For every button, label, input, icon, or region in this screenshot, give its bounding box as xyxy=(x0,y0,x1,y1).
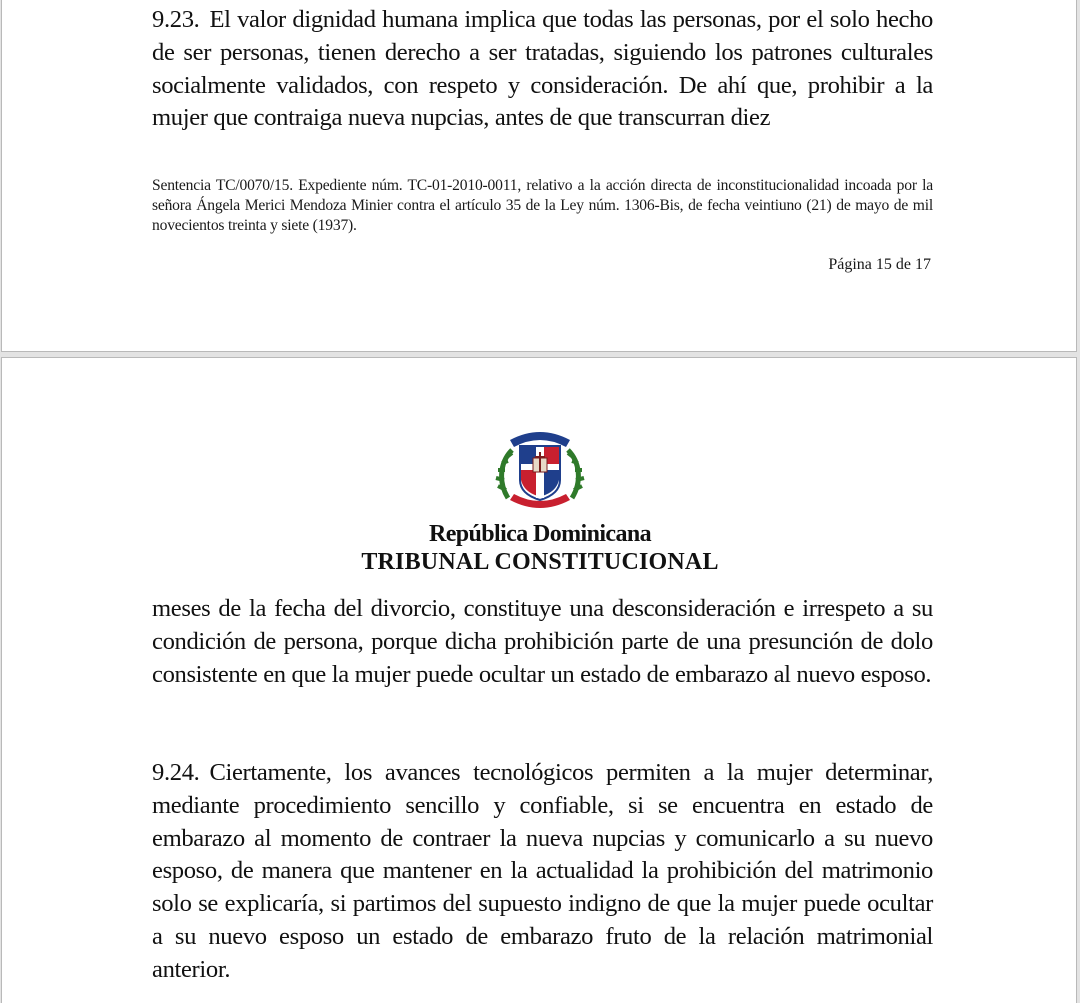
paragraph-number: 9.24. xyxy=(152,759,200,786)
paragraph-9-23 xyxy=(152,4,933,135)
coat-of-arms-icon xyxy=(490,420,590,520)
document-page-16 xyxy=(1,357,1077,1003)
document-page-15 xyxy=(1,0,1077,352)
paragraph-9-24 xyxy=(152,757,933,987)
paragraph-text: El valor dignidad humana implica que todas las personas, por el solo hecho de ser personas, tienen derecho a ser tratadas, siguiendo los patrones culturales socialmente validados, con respeto y consideración. De ahí que, prohibir a la mujer que contraiga nueva nupcias, antes de que transcurran diez xyxy=(152,6,933,132)
case-footer: Sentencia TC/0070/15. Expediente núm. TC-01-2010-0011, relativo a la acción directa de inconstitucionalidad incoada por la señora Ángela Merici Mendoza Minier contra el artículo 35 de la Ley núm. 1306-Bis, de fecha veintiuno (21) de mayo de mil novecientos treinta y siete (1937). xyxy=(152,177,933,234)
page-number: Página 15 de 17 xyxy=(828,256,931,273)
court-name: TRIBUNAL CONSTITUCIONAL xyxy=(361,549,719,575)
paragraph-continued: meses de la fecha del divorcio, constituye una desconsideración e irrespeto a su condición de persona, porque dicha prohibición parte de una presunción de dolo consistente en que la mujer puede ocultar un estado de embarazo al nuevo esposo. xyxy=(152,595,933,688)
paragraph-text: Ciertamente, los avances tecnológicos permiten a la mujer determinar, mediante procedimiento sencillo y confiable, si se encuentra en estado de embarazo al momento de contraer la nueva nupcias y comunicarlo a su nuevo esposo, de manera que mantener en la actualidad la prohibición del matrimonio solo se explicaría, si partimos del supuesto indigno de que la mujer puede ocultar a su nuevo esposo un estado de embarazo fruto de la relación matrimonial anterior. xyxy=(152,759,933,983)
page-header xyxy=(2,420,1077,576)
paragraph-number: 9.23. xyxy=(152,6,200,33)
country-name: República Dominicana xyxy=(428,521,652,547)
